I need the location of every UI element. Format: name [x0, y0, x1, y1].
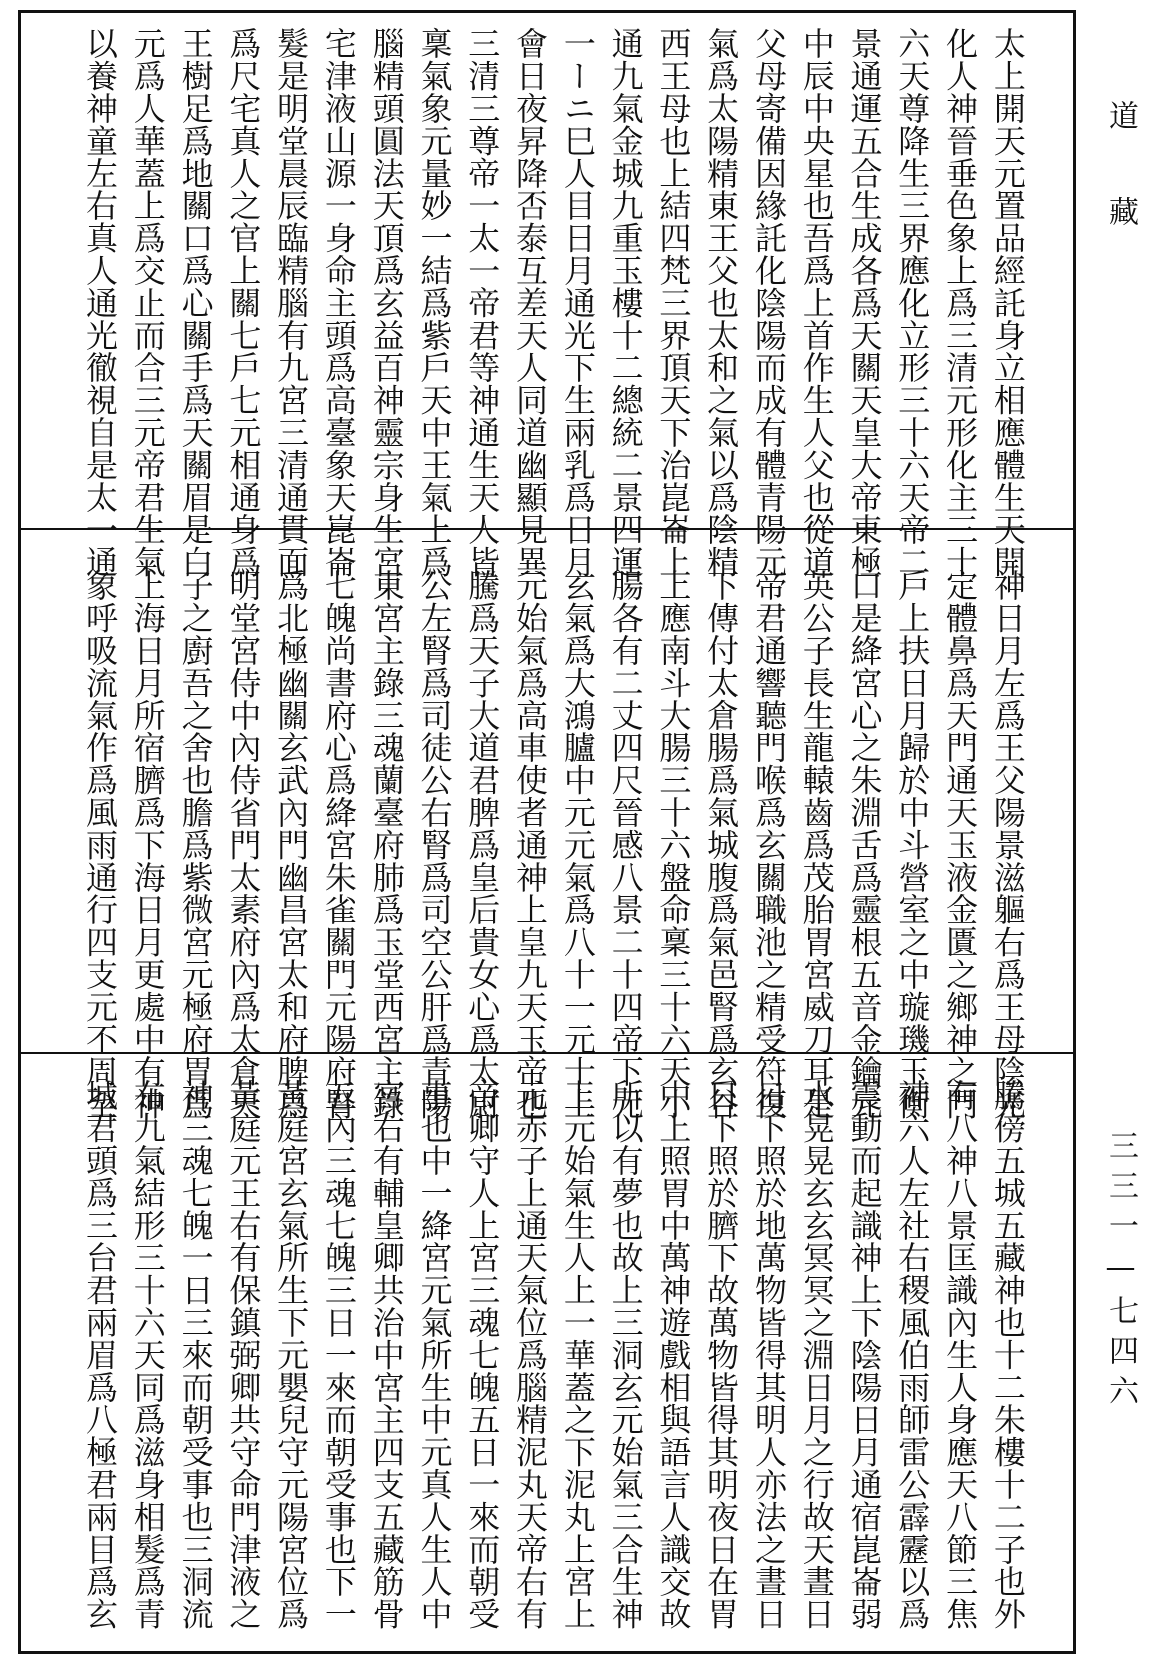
text-column: 黃庭宮玄氣所生下元嬰兒守元陽宮位爲	[272, 1079, 311, 1630]
text-column: 西王母也上結四梵三界頂天下治崑崙上	[654, 27, 693, 578]
text-column: 帝君通響聽門喉爲玄關職池之精受符復	[749, 569, 788, 1120]
text-column: 髮是明堂晨辰臨精腦有九宮三清通貫面	[272, 27, 311, 578]
text-band-1	[21, 27, 1073, 578]
page-frame	[18, 10, 1076, 1654]
text-column: 王樹足爲地關口爲心關手爲天關眉是白	[176, 27, 215, 578]
text-column: 神日月左爲王父陽景滋軀右爲王母陰光	[988, 569, 1027, 1120]
text-band-3	[21, 1079, 1073, 1630]
text-column: 子之廚吾之舍也膽爲紫微宮元極府胃爲	[176, 569, 215, 1120]
margin-title: 道藏	[1103, 100, 1138, 292]
text-band-2	[21, 569, 1073, 1120]
text-column: 腦精頭圓法天頂爲玄益百神靈宗身生宮	[367, 27, 406, 578]
text-column: 玄氣爲大鴻臚中元元氣爲八十一元士上	[558, 569, 597, 1120]
text-column: 明堂宮侍中內侍省門太素府內爲太倉天	[224, 569, 263, 1120]
text-column: 父母寄備因緣託化陰陽而成有體青陽元	[749, 27, 788, 578]
page-number: 三三一—七四六	[1103, 1130, 1138, 1415]
text-column: 中辰中央星也吾爲上首作生人父也從道	[797, 27, 836, 578]
text-column: 帝卿守人上宮三魂七魄五日一來而朝受	[463, 1079, 502, 1630]
text-column: 戶上扶日月歸於中斗營室之中璇璣玉衡	[893, 569, 932, 1120]
text-column: 黃庭元王右有保鎮弼卿共守命門津液之	[224, 1079, 263, 1630]
band-divider	[21, 528, 1073, 530]
text-column: 騰爲天子大道君脾爲皇后貴女心爲太尉	[463, 569, 502, 1120]
text-column: 震動而起識神上下陰陽日月通宿崑崙弱	[845, 1079, 884, 1630]
text-column: 神三魂七魄一日三來而朝受事也三洞流	[176, 1079, 215, 1630]
text-column: 上元始氣生人上一華蓋之下泥丸上宮上	[558, 1079, 597, 1630]
text-column: 東宮主錄三魂蘭臺府肺爲玉堂西宮主錄	[367, 569, 406, 1120]
text-column: 神六人左社右稷風伯雨師雷公霹靂以爲	[893, 1079, 932, 1630]
text-column: 定體鼻爲天門通天玉液金匱之鄉神之門	[941, 569, 980, 1120]
text-column: 日下照於地萬物皆得其明人亦法之晝日	[749, 1079, 788, 1630]
text-column: 七魄尚書府心爲絳宮朱雀關門元陽府腎	[319, 569, 358, 1120]
text-column: 城君頭爲三台君兩眉爲八極君兩目爲玄	[81, 1079, 119, 1630]
text-column: 腸各有二丈四尺晉感八景二十四帝下元	[606, 569, 645, 1120]
text-column: 下傳付太倉腸爲氣城腹爲氣邑腎爲玄谷	[702, 569, 741, 1120]
text-column: 日下照於臍下故萬物皆得其明夜日在胃	[702, 1079, 741, 1630]
text-column: 五內三魂七魄三日一來而朝受事也下一	[319, 1079, 358, 1630]
text-column: 事也中一絳宮元氣所生中元真人生人中	[415, 1079, 454, 1630]
text-column: 一ーニ巳人目日月通光下生兩乳爲日月	[558, 27, 597, 578]
band-divider	[21, 1052, 1073, 1054]
text-column: 布九氣結形三十六天同爲滋身相髮爲青	[128, 1079, 167, 1630]
text-column: 水晃晃玄玄冥冥之淵日月之行故天晝日	[797, 1079, 836, 1630]
text-column: 元始氣爲高車使者通神上皇九天玉帝也	[511, 569, 550, 1120]
text-column: 象呼吸流氣作爲風雨通行四支元不周至	[81, 569, 119, 1120]
text-column: 氣爲太陽精東王父也太和之氣以爲陰精	[702, 27, 741, 578]
text-column: 爲尺宅真人之官上關七戶七元相通身爲	[224, 27, 263, 578]
text-column: 宮右有輔皇卿共治中宮主四支五藏筋骨	[367, 1079, 406, 1630]
text-column: 三清三尊帝一太一帝君等神通生天人皆	[463, 27, 502, 578]
text-column: 騰傍五城五藏神也十二朱樓十二子也外	[988, 1079, 1027, 1630]
text-column: 六天尊降生三界應化立形三十六天帝二	[893, 27, 932, 578]
text-column: 有八神八景匡識內生人身應天八節三焦	[941, 1079, 980, 1630]
text-column: 宅津液山源一身命主頭爲高臺象天崑崙	[319, 27, 358, 578]
text-column: 公左腎爲司徒公右腎爲司空公肝爲青陽	[415, 569, 454, 1120]
text-column: 上海日月所宿臍爲下海日月更處中有神	[128, 569, 167, 1120]
text-column: 元爲人華蓋上爲交止而合三元帝君生氣	[128, 27, 167, 578]
text-column: 中上照胃中萬神遊戲相與語言人識交故	[654, 1079, 693, 1630]
text-column: 通九氣金城九重玉樓十二總統二景四運	[606, 27, 645, 578]
text-column: 以養神童左右真人通光徹視自是太一通	[81, 27, 119, 578]
text-column: 元赤子上通天氣位爲腦精泥丸天帝右有	[511, 1079, 550, 1630]
text-column: 太上開天元置品經託身立相應體生天開	[988, 27, 1027, 578]
text-column: 英公子長生龍轅齒爲茂胎胃宮威刀耳是	[797, 569, 836, 1120]
text-column: 所以有夢也故上三洞玄元始氣三合生神	[606, 1079, 645, 1630]
text-column: 爲北極幽關玄武內門幽昌宮太和府脾爲	[272, 569, 311, 1120]
text-column: 上應南斗大腸三十六盤命稟三十六天小	[654, 569, 693, 1120]
text-column: 化人神晉垂色象上爲三清元形化主三十	[941, 27, 980, 578]
text-column: 稟氣象元量妙一結爲紫戶天中王氣上爲	[415, 27, 454, 578]
text-column: 會日夜昇降否泰互差天人同道幽顯見異	[511, 27, 550, 578]
text-column: 景通運五合生成各爲天關天皇大帝東極	[845, 27, 884, 578]
text-column: 口是絳宮心之朱淵舌爲靈根五音金鑰元	[845, 569, 884, 1120]
